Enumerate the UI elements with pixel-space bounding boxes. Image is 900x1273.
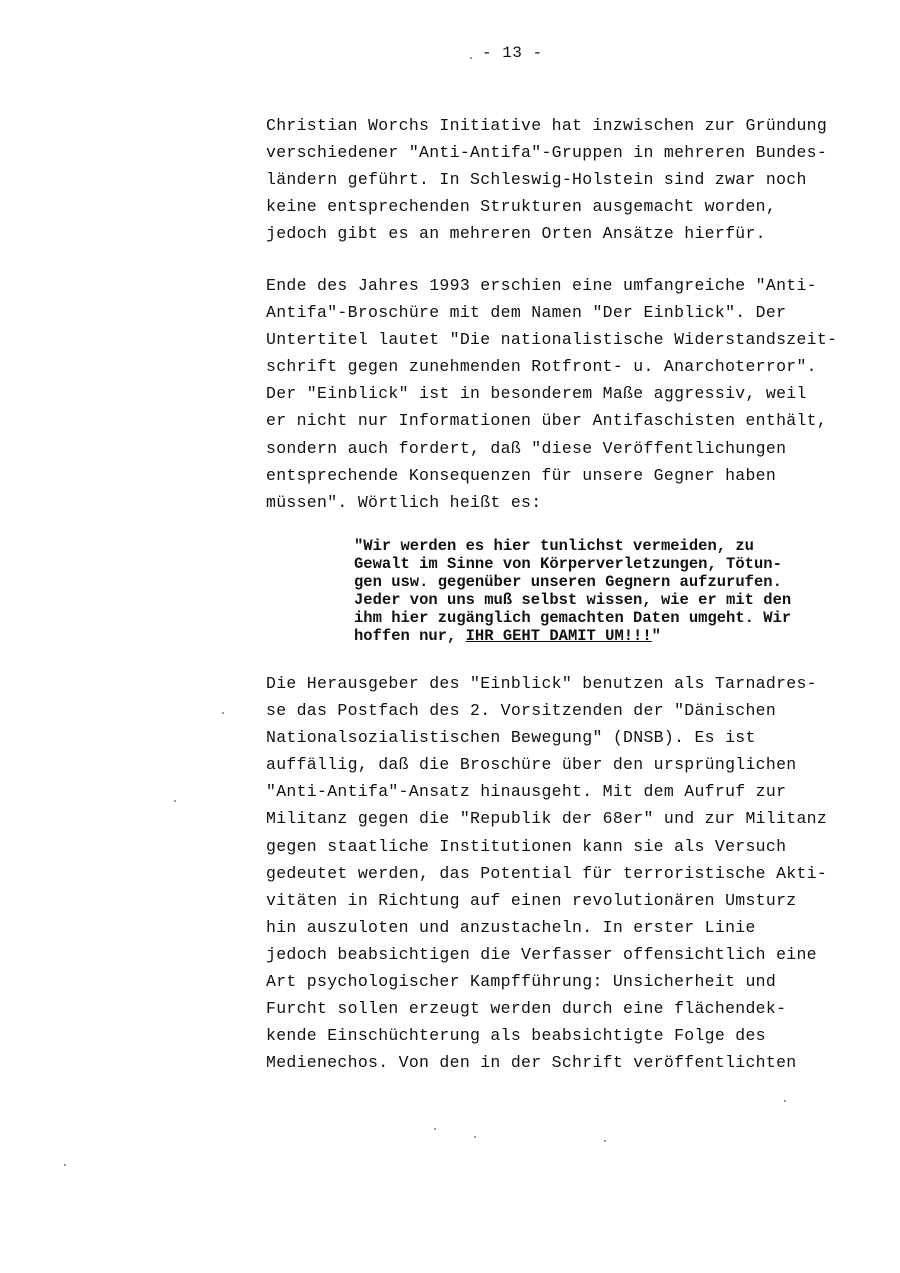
- text-line: schrift gegen zunehmenden Rotfront- u. Anarchoterror".: [266, 357, 817, 377]
- scan-speck: [174, 800, 176, 802]
- paragraph-2: [266, 272, 886, 516]
- text-line: Militanz gegen die "Republik der 68er" und zur Militanz: [266, 809, 828, 829]
- text-line: Medienechos. Von den in der Schrift veröffentlichten: [266, 1053, 797, 1073]
- scan-speck: [474, 1136, 476, 1138]
- text-line: müssen". Wörtlich heißt es:: [266, 492, 542, 512]
- quote-closing-mark: ": [651, 627, 661, 645]
- text-line: entsprechende Konsequenzen für unsere Gegner haben: [266, 465, 777, 485]
- text-line: verschiedener "Anti-Antifa"-Gruppen in mehreren Bundes-: [266, 143, 828, 163]
- text-line: Furcht sollen erzeugt werden durch eine flächendek-: [266, 999, 787, 1019]
- quote-underlined-text: IHR GEHT DAMIT UM!!!: [465, 627, 652, 645]
- text-line: Nationalsozialistischen Bewegung" (DNSB). Es ist: [266, 728, 756, 748]
- text-line: gedeutet werden, das Potential für terroristische Akti-: [266, 863, 828, 883]
- text-line: er nicht nur Informationen über Antifaschisten enthält,: [266, 411, 828, 431]
- quote-line: gen usw. gegenüber unseren Gegnern aufzurufen.: [354, 573, 782, 591]
- text-line: Ende des Jahres 1993 erschien eine umfangreiche "Anti-: [266, 276, 817, 295]
- text-line: Untertitel lautet "Die nationalistische Widerstandszeit-: [266, 330, 838, 350]
- text-line: kende Einschüchterung als beabsichtigte Folge des: [266, 1026, 766, 1046]
- text-line: ländern geführt. In Schleswig-Holstein sind zwar noch: [266, 170, 807, 190]
- scan-speck: [470, 57, 472, 59]
- quote-line-last: [354, 627, 884, 645]
- scan-speck: [434, 1128, 436, 1130]
- paragraph-1: [266, 112, 886, 247]
- scan-speck: [64, 1164, 66, 1166]
- page-number: - 13 -: [482, 44, 543, 62]
- scan-speck: [784, 1100, 786, 1102]
- scan-speck: [222, 712, 224, 714]
- text-line: Christian Worchs Initiative hat inzwischen zur Gründung: [266, 116, 828, 135]
- paragraph-3: [266, 670, 886, 1076]
- text-line: Antifa"-Broschüre mit dem Namen "Der Einblick". Der: [266, 303, 787, 323]
- text-line: keine entsprechenden Strukturen ausgemacht worden,: [266, 197, 777, 217]
- quote-line: Jeder von uns muß selbst wissen, wie er mit den: [354, 591, 792, 609]
- text-line: Der "Einblick" ist in besonderem Maße aggressiv, weil: [266, 384, 807, 404]
- text-line: jedoch beabsichtigen die Verfasser offensichtlich eine: [266, 944, 817, 964]
- text-line: sondern auch fordert, daß "diese Veröffentlichungen: [266, 438, 787, 458]
- block-quote: [354, 537, 884, 645]
- text-line: vitäten in Richtung auf einen revolutionären Umsturz: [266, 890, 797, 910]
- text-line: hin auszuloten und anzustacheln. In erster Linie: [266, 917, 756, 937]
- text-line: Die Herausgeber des "Einblick" benutzen als Tarnadres-: [266, 674, 817, 693]
- text-line: Art psychologischer Kampfführung: Unsicherheit und: [266, 972, 777, 992]
- text-line: gegen staatliche Institutionen kann sie als Versuch: [266, 836, 787, 856]
- scan-speck: [604, 1140, 606, 1142]
- text-line: auffällig, daß die Broschüre über den ursprünglichen: [266, 755, 797, 775]
- text-line: jedoch gibt es an mehreren Orten Ansätze hierfür.: [266, 224, 766, 244]
- text-line: "Anti-Antifa"-Ansatz hinausgeht. Mit dem Aufruf zur: [266, 782, 787, 802]
- quote-line: Gewalt im Sinne von Körperverletzungen, Tötun-: [354, 555, 782, 573]
- quote-line: ihm hier zugänglich gemachten Daten umgeht. Wir: [354, 609, 792, 627]
- quote-text: hoffen nur,: [354, 627, 466, 645]
- text-line: se das Postfach des 2. Vorsitzenden der "Dänischen: [266, 701, 777, 721]
- quote-line: "Wir werden es hier tunlichst vermeiden, zu: [354, 537, 754, 555]
